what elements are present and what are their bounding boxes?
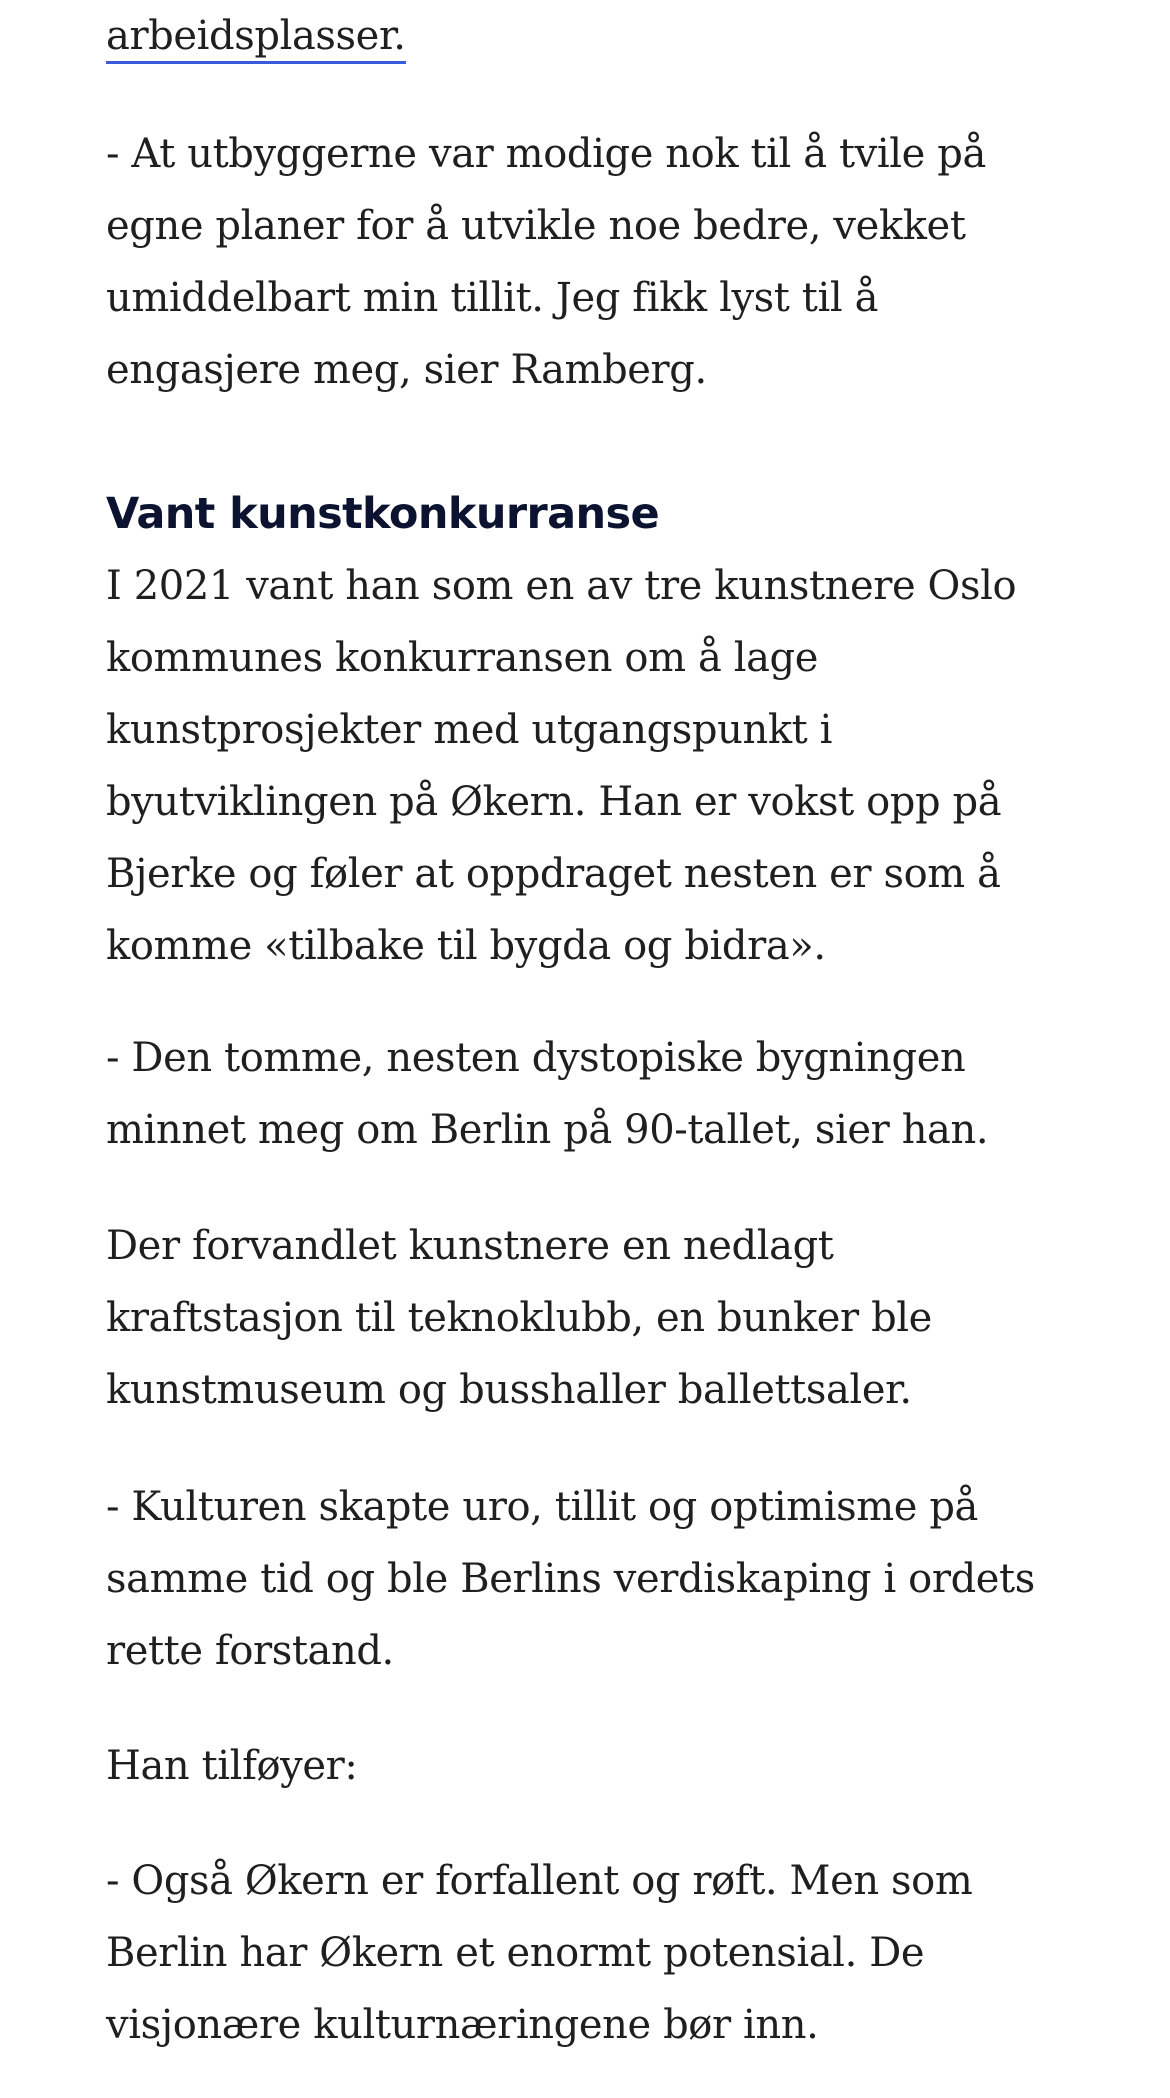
subheading-vant-kunstkonkurranse: Vant kunstkonkurranse: [106, 489, 660, 539]
paragraph-okern-quote: - Også Økern er forfallent og røft. Men som Berlin har Økern et enormt potensial. De visjonære kulturnæringene bør inn.: [106, 1858, 973, 2048]
arbeidsplasser-link[interactable]: arbeidsplasser.: [106, 13, 406, 64]
paragraph-berlin-quote: - Den tomme, nesten dystopiske bygningen minnet meg om Berlin på 90-tallet, sier han.: [106, 1035, 989, 1153]
paragraph-han-tilfoyer: Han tilføyer:: [106, 1743, 358, 1789]
paragraph-konkurranse: I 2021 vant han som en av tre kunstnere Oslo kommunes konkurransen om å lage kunstprosjekter med utgangspunkt i byutviklingen på Økern. Han er vokst opp på Bjerke og føler at oppdraget nesten er som å komme «tilbake til bygda og bidra».: [106, 563, 1017, 969]
lead-paragraph: [106, 0, 1066, 72]
paragraph-berlin-history: Der forvandlet kunstnere en nedlagt kraftstasjon til teknoklubb, en bunker ble kunstmuseum og busshaller ballettsaler.: [106, 1223, 932, 1413]
paragraph-ramberg-quote: - At utbyggerne var modige nok til å tvile på egne planer for å utvikle noe bedre, vekket umiddelbart min tillit. Jeg fikk lyst til å engasjere meg, sier Ramberg.: [106, 131, 986, 393]
paragraph-kulturen-quote: - Kulturen skapte uro, tillit og optimisme på samme tid og ble Berlins verdiskaping i ordets rette forstand.: [106, 1484, 1035, 1674]
